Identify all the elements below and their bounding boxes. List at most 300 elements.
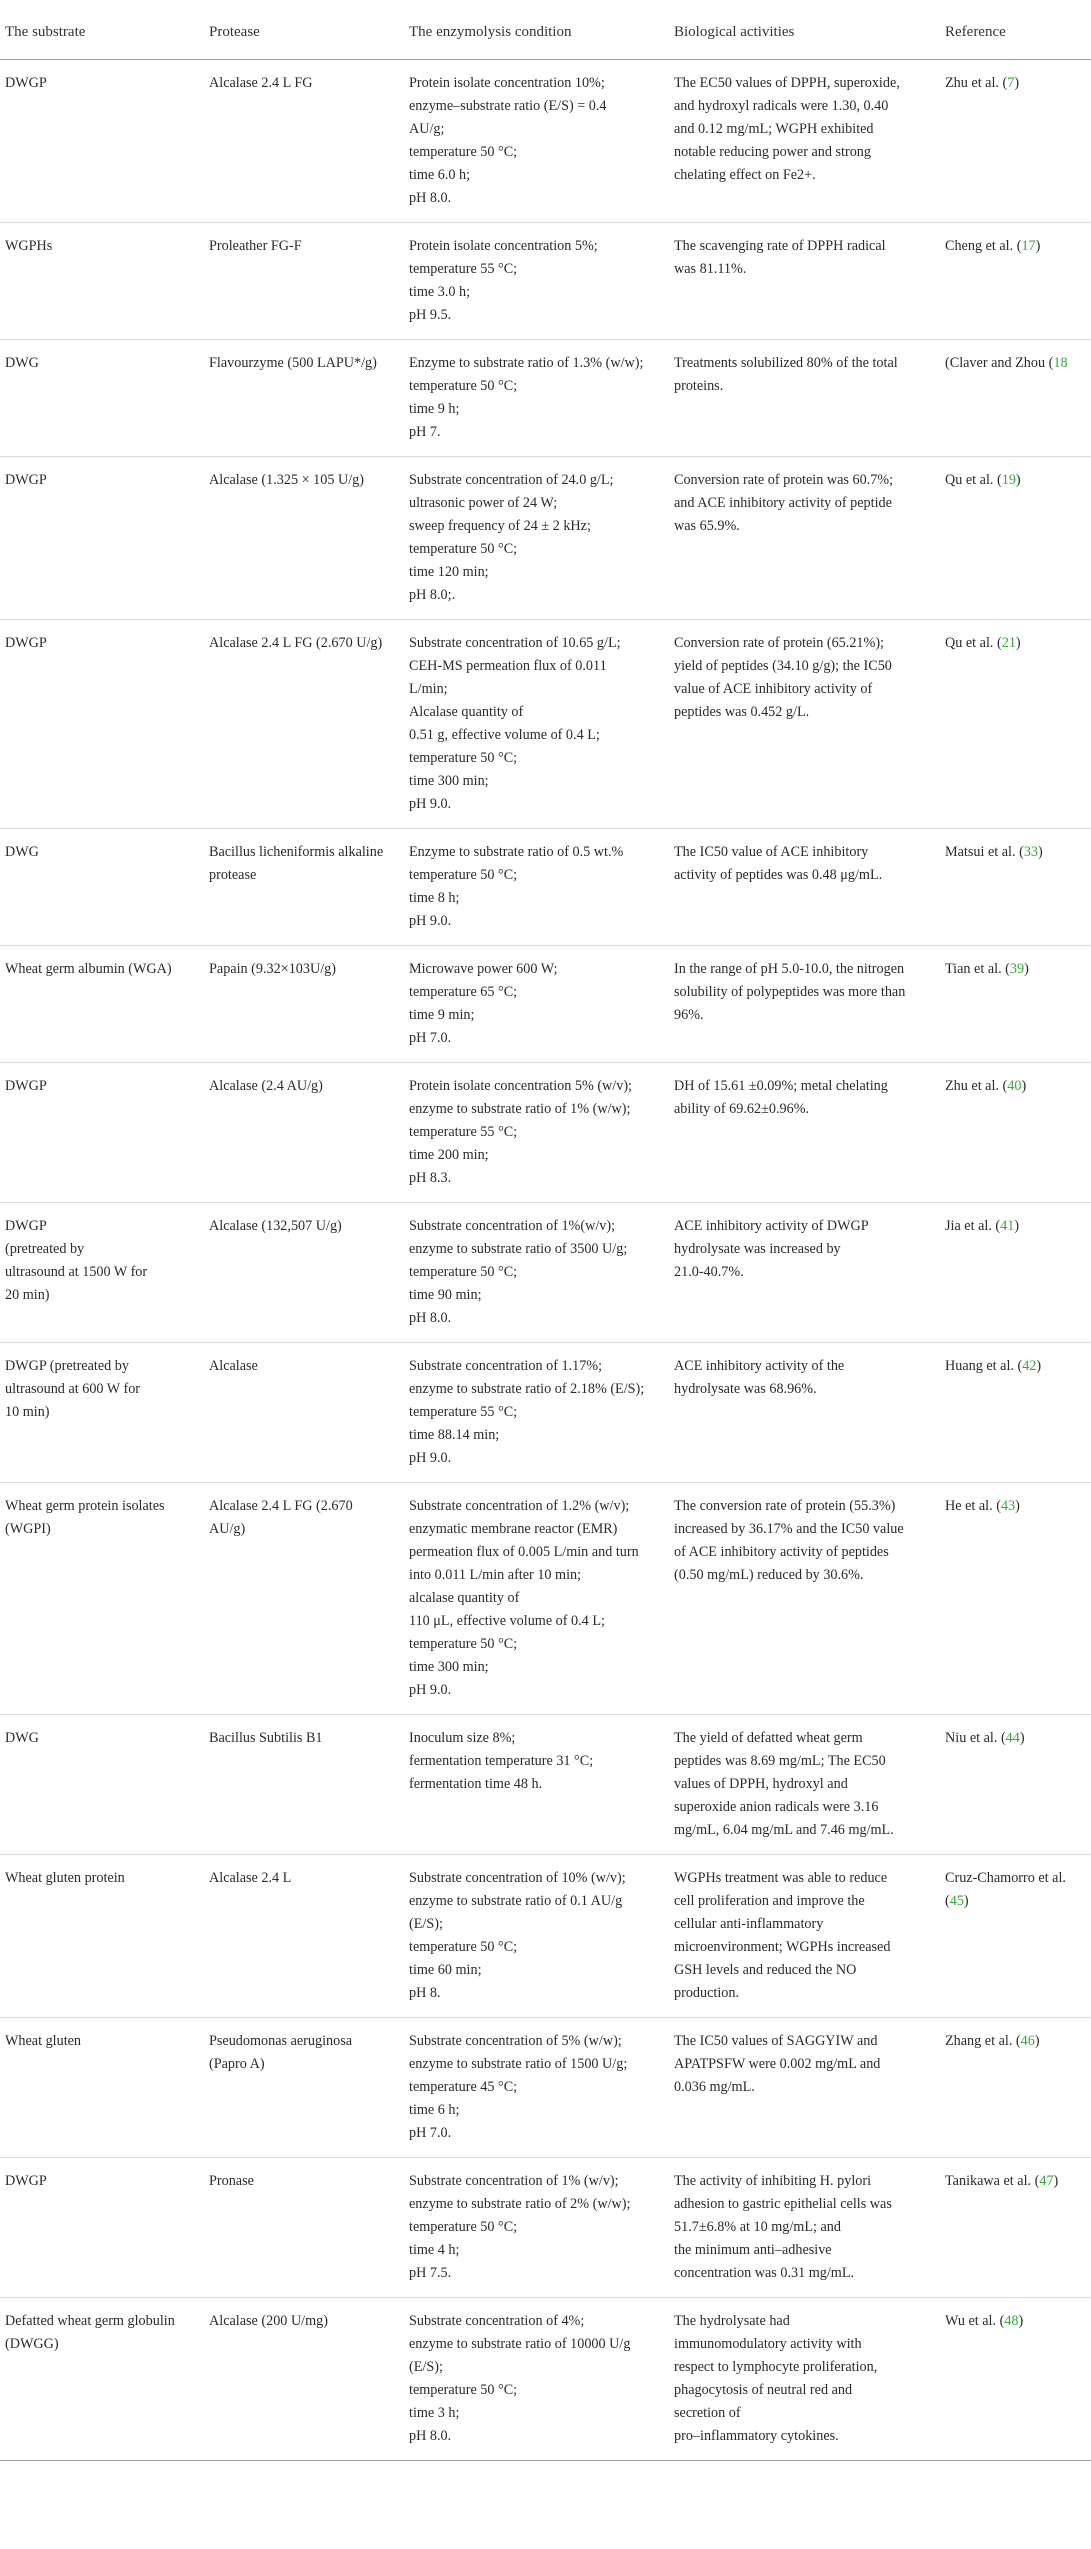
cell-activity-line: The yield of defatted wheat germ xyxy=(674,1730,863,1746)
cell-activity-line: values of DPPH, hydroxyl and xyxy=(674,1776,848,1792)
cell-condition-line: pH 8.0;. xyxy=(409,587,456,603)
reference-author: Matsui et al. ( xyxy=(945,844,1024,860)
cell-activity-line: immunomodulatory activity with xyxy=(674,2336,862,2352)
cell-substrate-line: DWGP xyxy=(5,2173,47,2189)
reference-close: ) xyxy=(1053,2173,1059,2189)
cell-substrate-line: Wheat gluten protein xyxy=(5,1870,125,1886)
cell-condition-line: temperature 50 °C; xyxy=(409,1264,518,1280)
cell-condition-line: time 9 min; xyxy=(409,1007,475,1023)
cell-condition-line: pH 8.0. xyxy=(409,1310,452,1326)
cell-condition-line: Substrate concentration of 1% (w/v); xyxy=(409,2173,619,2189)
cell-reference xyxy=(940,457,1091,620)
header-protease: Protease xyxy=(204,14,404,60)
cell-condition-line: enzyme–substrate ratio (E/S) = 0.4 xyxy=(409,98,607,114)
cell-activity-line: peptides was 0.452 g/L. xyxy=(674,704,810,720)
cell-activity-line: The IC50 values of SAGGYIW and xyxy=(674,2033,878,2049)
reference-author: Zhang et al. ( xyxy=(945,2033,1021,2049)
cell-protease xyxy=(204,1483,404,1715)
table-row xyxy=(0,2018,1091,2158)
cell-condition xyxy=(404,457,669,620)
cell-condition-line: Enzyme to substrate ratio of 0.5 wt.% xyxy=(409,844,624,860)
cell-activity-line: production. xyxy=(674,1985,740,2001)
cell-activity-line: The activity of inhibiting H. pylori xyxy=(674,2173,872,2189)
reference-author: Tian et al. ( xyxy=(945,961,1010,977)
table-header-row xyxy=(0,14,1091,60)
cell-condition-line: time 200 min; xyxy=(409,1147,489,1163)
reference-close: ) xyxy=(963,1893,969,1909)
cell-condition-line: 110 μL, effective volume of 0.4 L; xyxy=(409,1613,605,1629)
cell-substrate xyxy=(0,620,204,829)
header-condition: The enzymolysis condition xyxy=(404,14,669,60)
cell-protease xyxy=(204,457,404,620)
cell-activity-line: In the range of pH 5.0-10.0, the nitrogen xyxy=(674,961,905,977)
cell-condition xyxy=(404,2018,669,2158)
cell-condition xyxy=(404,1715,669,1855)
cell-activity-line: 21.0-40.7%. xyxy=(674,1264,744,1280)
cell-substrate-line: ultrasound at 600 W for xyxy=(5,1381,141,1397)
cell-activity-line: activity of peptides was 0.48 μg/mL. xyxy=(674,867,883,883)
cell-condition-line: CEH-MS permeation flux of 0.011 xyxy=(409,658,607,674)
cell-activity-line: 96%. xyxy=(674,1007,704,1023)
cell-protease xyxy=(204,1855,404,2018)
cell-activity-line: peptides was 8.69 mg/mL; The EC50 xyxy=(674,1753,886,1769)
cell-condition-line: temperature 50 °C; xyxy=(409,2219,518,2235)
cell-condition-line: Enzyme to substrate ratio of 1.3% (w/w); xyxy=(409,355,644,371)
cell-activity-line: adhesion to gastric epithelial cells was xyxy=(674,2196,892,2212)
cell-condition-line: pH 7.5. xyxy=(409,2265,452,2281)
cell-activity-line: chelating effect on Fe2+. xyxy=(674,167,816,183)
reference-link[interactable]: 40 xyxy=(1007,1078,1022,1094)
cell-activity xyxy=(669,620,940,829)
reference-close: ) xyxy=(1038,844,1043,860)
cell-condition-line: pH 7.0. xyxy=(409,2125,452,2141)
cell-condition-line: (E/S); xyxy=(409,1916,443,1932)
cell-protease xyxy=(204,1715,404,1855)
cell-protease xyxy=(204,946,404,1063)
cell-substrate xyxy=(0,2018,204,2158)
cell-condition xyxy=(404,829,669,946)
cell-protease xyxy=(204,1343,404,1483)
reference-author: Zhu et al. ( xyxy=(945,1078,1008,1094)
cell-condition-line: pH 8.0. xyxy=(409,190,452,206)
cell-condition-line: 0.51 g, effective volume of 0.4 L; xyxy=(409,727,600,743)
cell-substrate-line: Wheat germ albumin (WGA) xyxy=(5,961,172,977)
cell-activity-line: was 81.11%. xyxy=(674,261,747,277)
cell-condition xyxy=(404,1343,669,1483)
cell-substrate-line: DWG xyxy=(5,844,39,860)
cell-substrate-line: DWGP xyxy=(5,1218,47,1234)
cell-condition xyxy=(404,946,669,1063)
table-row xyxy=(0,620,1091,829)
cell-activity-line: and 0.12 mg/mL; WGPH exhibited xyxy=(674,121,874,137)
cell-condition-line: Substrate concentration of 4%; xyxy=(409,2313,585,2329)
cell-condition-line: Protein isolate concentration 10%; xyxy=(409,75,605,91)
cell-condition-line: Protein isolate concentration 5% (w/v); xyxy=(409,1078,632,1094)
cell-condition-line: pH 8. xyxy=(409,1985,441,2001)
cell-activity-line: WGPHs treatment was able to reduce xyxy=(674,1870,888,1886)
cell-protease-line: Alcalase (132,507 U/g) xyxy=(209,1218,342,1234)
cell-reference xyxy=(940,2018,1091,2158)
cell-substrate-line: Defatted wheat germ globulin xyxy=(5,2313,175,2329)
cell-condition-line: ultrasonic power of 24 W; xyxy=(409,495,558,511)
cell-condition-line: temperature 50 °C; xyxy=(409,541,518,557)
cell-condition-line: temperature 50 °C; xyxy=(409,2382,518,2398)
cell-protease xyxy=(204,2298,404,2461)
cell-substrate-line: DWGP xyxy=(5,75,47,91)
cell-substrate-line: 10 min) xyxy=(5,1404,50,1420)
reference-link[interactable]: 39 xyxy=(1009,961,1025,977)
cell-reference xyxy=(940,223,1091,340)
cell-condition-line: temperature 50 °C; xyxy=(409,144,518,160)
cell-protease-line: Pronase xyxy=(209,2173,254,2189)
cell-protease-line: Flavourzyme (500 LAPU*/g) xyxy=(209,355,377,371)
cell-condition-line: enzyme to substrate ratio of 1% (w/w); xyxy=(409,1101,631,1117)
cell-condition-line: temperature 55 °C; xyxy=(409,1124,518,1140)
cell-condition-line: temperature 50 °C; xyxy=(409,1939,518,1955)
cell-protease-line: Papain (9.32×103U/g) xyxy=(209,961,337,977)
substrate-protease-table xyxy=(0,14,1091,2461)
cell-condition xyxy=(404,1855,669,2018)
cell-condition-line: temperature 55 °C; xyxy=(409,261,518,277)
reference-link[interactable]: 33 xyxy=(1023,844,1038,860)
cell-activity xyxy=(669,340,940,457)
reference-close: ) xyxy=(1034,2033,1040,2049)
cell-condition-line: pH 9.0. xyxy=(409,796,452,812)
cell-condition-line: enzyme to substrate ratio of 2.18% (E/S); xyxy=(409,1381,645,1397)
cell-activity xyxy=(669,1063,940,1203)
reference-close: ) xyxy=(1036,1358,1042,1374)
cell-activity-line: proteins. xyxy=(674,378,724,394)
cell-condition-line: time 300 min; xyxy=(409,773,489,789)
cell-condition xyxy=(404,1483,669,1715)
cell-reference xyxy=(940,1063,1091,1203)
cell-condition-line: pH 9.5. xyxy=(409,307,452,323)
cell-substrate xyxy=(0,223,204,340)
header-substrate: The substrate xyxy=(0,14,204,60)
cell-activity xyxy=(669,829,940,946)
reference-link[interactable]: 47 xyxy=(1039,2173,1054,2189)
cell-condition-line: Alcalase quantity of xyxy=(409,704,524,720)
cell-activity-line: GSH levels and reduced the NO xyxy=(674,1962,857,1978)
cell-condition-line: fermentation temperature 31 °C; xyxy=(409,1753,594,1769)
cell-condition-line: L/min; xyxy=(409,681,448,697)
table-body xyxy=(0,60,1091,2461)
table-row xyxy=(0,223,1091,340)
cell-condition-line: enzyme to substrate ratio of 1500 U/g; xyxy=(409,2056,628,2072)
cell-activity-line: and hydroxyl radicals were 1.30, 0.40 xyxy=(674,98,889,114)
cell-condition-line: Substrate concentration of 5% (w/w); xyxy=(409,2033,622,2049)
cell-substrate-line: Wheat gluten xyxy=(5,2033,82,2049)
cell-activity-line: microenvironment; WGPHs increased xyxy=(674,1939,891,1955)
cell-reference xyxy=(940,1855,1091,2018)
cell-activity-line: value of ACE inhibitory activity of xyxy=(674,681,873,697)
cell-condition-line: pH 7. xyxy=(409,424,441,440)
cell-substrate-line: DWGP xyxy=(5,635,47,651)
cell-condition-line: AU/g; xyxy=(409,121,445,137)
cell-substrate xyxy=(0,457,204,620)
cell-condition-line: temperature 50 °C; xyxy=(409,750,518,766)
cell-activity-line: the minimum anti–adhesive xyxy=(674,2242,832,2258)
table-row xyxy=(0,2158,1091,2298)
cell-protease-line: Alcalase xyxy=(209,1358,258,1374)
cell-reference xyxy=(940,60,1091,223)
cell-condition xyxy=(404,60,669,223)
cell-condition-line: Substrate concentration of 10% (w/v); xyxy=(409,1870,626,1886)
table-row xyxy=(0,1343,1091,1483)
cell-substrate xyxy=(0,60,204,223)
cell-activity-line: and ACE inhibitory activity of peptide xyxy=(674,495,892,511)
cell-condition xyxy=(404,340,669,457)
cell-condition xyxy=(404,2298,669,2461)
table-row xyxy=(0,1483,1091,1715)
reference-author: Wu et al. ( xyxy=(945,2313,1005,2329)
reference-link[interactable]: 44 xyxy=(1005,1730,1020,1746)
reference-link[interactable]: 7 xyxy=(1007,75,1015,91)
reference-link[interactable]: 17 xyxy=(1021,238,1036,254)
cell-reference xyxy=(940,829,1091,946)
cell-reference xyxy=(940,2298,1091,2461)
cell-condition-line: time 3 h; xyxy=(409,2405,460,2421)
cell-condition-line: Substrate concentration of 24.0 g/L; xyxy=(409,472,614,488)
reference-link[interactable]: 46 xyxy=(1020,2033,1035,2049)
reference-close: ) xyxy=(1019,1730,1025,1746)
cell-activity-line: notable reducing power and strong xyxy=(674,144,871,160)
reference-author: Huang et al. ( xyxy=(945,1358,1023,1374)
cell-substrate-line: DWG xyxy=(5,1730,39,1746)
cell-activity-line: hydrolysate was increased by xyxy=(674,1241,841,1257)
cell-protease-line: (Papro A) xyxy=(209,2056,265,2072)
cell-condition-line: pH 9.0. xyxy=(409,913,452,929)
cell-substrate-line: (pretreated by xyxy=(5,1241,85,1257)
cell-activity xyxy=(669,2158,940,2298)
cell-substrate xyxy=(0,1715,204,1855)
cell-substrate-line: 20 min) xyxy=(5,1287,50,1303)
cell-reference xyxy=(940,1343,1091,1483)
cell-condition-line: enzymatic membrane reactor (EMR) xyxy=(409,1521,618,1537)
cell-condition-line: Substrate concentration of 10.65 g/L; xyxy=(409,635,621,651)
cell-reference xyxy=(940,1483,1091,1715)
cell-condition xyxy=(404,1063,669,1203)
cell-reference xyxy=(940,340,1091,457)
cell-activity xyxy=(669,1343,940,1483)
cell-activity xyxy=(669,946,940,1063)
cell-activity-line: The EC50 values of DPPH, superoxide, xyxy=(674,75,900,91)
reference-link[interactable]: 19 xyxy=(1001,472,1016,488)
cell-substrate xyxy=(0,1203,204,1343)
cell-reference xyxy=(940,1203,1091,1343)
cell-condition-line: temperature 45 °C; xyxy=(409,2079,518,2095)
cell-activity-line: solubility of polypeptides was more than xyxy=(674,984,906,1000)
cell-activity-line: pro–inflammatory cytokines. xyxy=(674,2428,839,2444)
cell-condition-line: sweep frequency of 24 ± 2 kHz; xyxy=(409,518,591,534)
cell-condition xyxy=(404,223,669,340)
table-row xyxy=(0,946,1091,1063)
cell-activity xyxy=(669,223,940,340)
cell-substrate xyxy=(0,1855,204,2018)
cell-activity-line: phagocytosis of neutral red and xyxy=(674,2382,853,2398)
cell-activity-line: cell proliferation and improve the xyxy=(674,1893,865,1909)
cell-substrate xyxy=(0,2298,204,2461)
cell-condition-line: temperature 50 °C; xyxy=(409,378,518,394)
reference-close: ) xyxy=(1015,635,1021,651)
reference-author: He et al. ( xyxy=(945,1498,1001,1514)
cell-substrate-line: Wheat germ protein isolates xyxy=(5,1498,165,1514)
reference-close: ) xyxy=(1021,1078,1027,1094)
cell-substrate xyxy=(0,829,204,946)
cell-reference xyxy=(940,620,1091,829)
header-reference: Reference xyxy=(940,14,1091,60)
cell-condition-line: enzyme to substrate ratio of 0.1 AU/g xyxy=(409,1893,623,1909)
cell-activity xyxy=(669,1483,940,1715)
table-row xyxy=(0,340,1091,457)
cell-activity-line: secretion of xyxy=(674,2405,741,2421)
cell-protease-line: Bacillus Subtilis B1 xyxy=(209,1730,323,1746)
cell-condition-line: time 6.0 h; xyxy=(409,167,471,183)
reference-link[interactable]: 18 xyxy=(1053,355,1068,371)
cell-condition-line: into 0.011 L/min after 10 min; xyxy=(409,1567,582,1583)
cell-reference xyxy=(940,1715,1091,1855)
cell-condition xyxy=(404,2158,669,2298)
cell-activity-line: The conversion rate of protein (55.3%) xyxy=(674,1498,896,1514)
cell-protease-line: Alcalase (2.4 AU/g) xyxy=(209,1078,323,1094)
cell-activity xyxy=(669,1203,940,1343)
cell-protease-line: Alcalase 2.4 L xyxy=(209,1870,292,1886)
cell-activity-line: Treatments solubilized 80% of the total xyxy=(674,355,898,371)
cell-activity xyxy=(669,1855,940,2018)
cell-protease-line: Bacillus licheniformis alkaline xyxy=(209,844,384,860)
cell-protease xyxy=(204,2018,404,2158)
cell-protease xyxy=(204,340,404,457)
reference-author: Tanikawa et al. ( xyxy=(945,2173,1040,2189)
cell-protease-line: protease xyxy=(209,867,257,883)
cell-condition-line: pH 9.0. xyxy=(409,1682,452,1698)
cell-activity-line: The hydrolysate had xyxy=(674,2313,790,2329)
cell-protease-line: Alcalase (200 U/mg) xyxy=(209,2313,328,2329)
cell-condition-line: time 3.0 h; xyxy=(409,284,471,300)
reference-link[interactable]: 41 xyxy=(1000,1218,1015,1234)
table-row xyxy=(0,1063,1091,1203)
header-activities: Biological activities xyxy=(669,14,940,60)
cell-activity-line: ACE inhibitory activity of the xyxy=(674,1358,845,1374)
cell-protease xyxy=(204,60,404,223)
reference-link[interactable]: 43 xyxy=(1000,1498,1016,1514)
cell-condition-line: time 6 h; xyxy=(409,2102,460,2118)
cell-substrate xyxy=(0,1063,204,1203)
cell-activity-line: 0.036 mg/mL. xyxy=(674,2079,755,2095)
cell-condition-line: Substrate concentration of 1%(w/v); xyxy=(409,1218,616,1234)
cell-substrate-line: DWG xyxy=(5,355,39,371)
cell-condition-line: time 60 min; xyxy=(409,1962,482,1978)
cell-activity-line: Conversion rate of protein was 60.7%; xyxy=(674,472,894,488)
cell-activity-line: Conversion rate of protein (65.21%); xyxy=(674,635,884,651)
reference-author: Qu et al. ( xyxy=(945,472,1002,488)
cell-activity xyxy=(669,2018,940,2158)
cell-substrate-line: DWGP xyxy=(5,1078,47,1094)
cell-substrate xyxy=(0,2158,204,2298)
table-row xyxy=(0,829,1091,946)
reference-link[interactable]: 45 xyxy=(949,1893,964,1909)
reference-link[interactable]: 48 xyxy=(1004,2313,1019,2329)
cell-condition-line: alcalase quantity of xyxy=(409,1590,520,1606)
cell-condition-line: Inoculum size 8%; xyxy=(409,1730,516,1746)
cell-activity-line: increased by 36.17% and the IC50 value xyxy=(674,1521,904,1537)
cell-substrate xyxy=(0,340,204,457)
reference-close: ) xyxy=(1015,1498,1020,1514)
cell-activity xyxy=(669,1715,940,1855)
cell-condition-line: enzyme to substrate ratio of 10000 U/g xyxy=(409,2336,631,2352)
cell-condition-line: (E/S); xyxy=(409,2359,443,2375)
cell-activity-line: of ACE inhibitory activity of peptides xyxy=(674,1544,889,1560)
cell-condition-line: Substrate concentration of 1.17%; xyxy=(409,1358,603,1374)
reference-link[interactable]: 21 xyxy=(1001,635,1016,651)
cell-protease-line: AU/g) xyxy=(209,1521,246,1537)
cell-protease xyxy=(204,2158,404,2298)
cell-substrate-line: (DWGG) xyxy=(5,2336,59,2352)
cell-protease xyxy=(204,223,404,340)
reference-author: Cheng et al. ( xyxy=(945,238,1022,254)
cell-condition-line: time 300 min; xyxy=(409,1659,489,1675)
cell-protease xyxy=(204,1203,404,1343)
cell-condition-line: fermentation time 48 h. xyxy=(409,1776,543,1792)
cell-substrate-line: DWGP xyxy=(5,472,47,488)
reference-author: Zhu et al. ( xyxy=(945,75,1008,91)
cell-protease-line: Alcalase (1.325 × 105 U/g) xyxy=(209,472,364,488)
reference-close: ) xyxy=(1015,472,1021,488)
cell-activity-line: 51.7±6.8% at 10 mg/mL; and xyxy=(674,2219,841,2235)
cell-activity-line: APATPSFW were 0.002 mg/mL and xyxy=(674,2056,881,2072)
table-row xyxy=(0,1855,1091,2018)
cell-condition-line: Microwave power 600 W; xyxy=(409,961,558,977)
reference-close: ) xyxy=(1014,1218,1020,1234)
cell-protease-line: Alcalase 2.4 L FG xyxy=(209,75,313,91)
cell-condition-line: temperature 50 °C; xyxy=(409,1636,518,1652)
cell-condition-line: time 9 h; xyxy=(409,401,460,417)
reference-close: ) xyxy=(1018,2313,1024,2329)
cell-activity-line: ACE inhibitory activity of DWGP xyxy=(674,1218,869,1234)
cell-activity-line: The IC50 value of ACE inhibitory xyxy=(674,844,869,860)
cell-protease-line: Proleather FG-F xyxy=(209,238,302,254)
cell-reference xyxy=(940,2158,1091,2298)
cell-condition xyxy=(404,620,669,829)
cell-activity-line: was 65.9%. xyxy=(674,518,740,534)
cell-activity-line: yield of peptides (34.10 g/g); the IC50 xyxy=(674,658,892,674)
cell-substrate-line: WGPHs xyxy=(5,238,53,254)
cell-condition-line: permeation flux of 0.005 L/min and turn xyxy=(409,1544,639,1560)
cell-protease xyxy=(204,620,404,829)
cell-condition-line: Protein isolate concentration 5%; xyxy=(409,238,598,254)
cell-condition-line: temperature 65 °C; xyxy=(409,984,518,1000)
cell-condition-line: time 120 min; xyxy=(409,564,489,580)
cell-activity xyxy=(669,60,940,223)
reference-author: Cruz-Chamorro et al. xyxy=(945,1870,1066,1886)
cell-condition-line: enzyme to substrate ratio of 2% (w/w); xyxy=(409,2196,631,2212)
cell-protease-line: Pseudomonas aeruginosa xyxy=(209,2033,353,2049)
cell-condition-line: time 90 min; xyxy=(409,1287,482,1303)
cell-protease xyxy=(204,829,404,946)
cell-activity-line: ability of 69.62±0.96%. xyxy=(674,1101,810,1117)
cell-condition-line: Substrate concentration of 1.2% (w/v); xyxy=(409,1498,630,1514)
reference-link[interactable]: 42 xyxy=(1022,1358,1037,1374)
table-row xyxy=(0,2298,1091,2461)
cell-condition-line: pH 8.0. xyxy=(409,2428,452,2444)
cell-activity-line: DH of 15.61 ±0.09%; metal chelating xyxy=(674,1078,888,1094)
cell-reference xyxy=(940,946,1091,1063)
cell-activity-line: concentration was 0.31 mg/mL. xyxy=(674,2265,855,2281)
cell-activity-line: The scavenging rate of DPPH radical xyxy=(674,238,886,254)
cell-activity-line: (0.50 mg/mL) reduced by 30.6%. xyxy=(674,1567,864,1583)
table-row xyxy=(0,1715,1091,1855)
reference-author: (Claver and Zhou ( xyxy=(945,355,1054,371)
